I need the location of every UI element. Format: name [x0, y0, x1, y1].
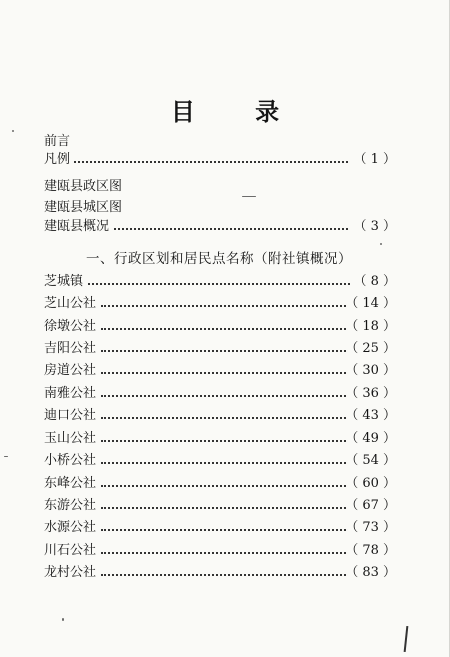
dot-leader: [114, 225, 348, 230]
toc-entry-page: （ 60 ）: [345, 476, 396, 491]
toc-entry: [44, 475, 396, 493]
toc-item-preface: 前言: [44, 134, 71, 149]
toc-entry: [44, 430, 396, 448]
toc-item-district-map: 建瓯县政区图: [44, 179, 123, 194]
dot-leader: [101, 347, 346, 352]
dot-leader: [101, 526, 346, 531]
dot-leader: [101, 302, 346, 307]
scan-speck: [380, 243, 382, 245]
toc-entry-page: （ 18 ）: [345, 319, 396, 334]
dot-leader: [101, 369, 346, 374]
dot-leader: [101, 549, 346, 554]
toc-entry-overview: [44, 218, 396, 236]
toc-entry: [44, 362, 396, 380]
toc-entry: [44, 407, 396, 425]
toc-entry: [44, 318, 396, 336]
dot-leader: [101, 437, 346, 442]
toc-entry-label: 龙村公社: [44, 565, 97, 580]
toc-entry-page: （ 78 ）: [345, 543, 396, 558]
dot-leader: [101, 504, 346, 509]
toc-entry-label: 凡例: [44, 152, 71, 167]
toc-entry-notes: [44, 151, 396, 169]
toc-entry: [44, 564, 396, 582]
toc-entry-page: （ 30 ）: [345, 363, 396, 378]
page-title: 目 录: [170, 97, 306, 126]
toc-entry-page: （ 43 ）: [345, 408, 396, 423]
toc-entry-label: 东游公社: [44, 498, 97, 513]
toc-entry-label: 水源公社: [44, 520, 97, 535]
toc-entry-label: 建瓯县概况: [44, 219, 110, 234]
toc-entry-page: （ 73 ）: [345, 520, 396, 535]
toc-item-city-map: 建瓯县城区图: [44, 200, 123, 215]
dot-leader: [88, 280, 350, 285]
toc-entry-label: 南雅公社: [44, 386, 97, 401]
toc-entry-page: （ 3 ）: [353, 219, 396, 234]
toc-entry: [44, 519, 396, 537]
toc-entry-page: （ 83 ）: [345, 565, 396, 580]
dot-leader: [101, 571, 346, 576]
scan-speck: [62, 618, 64, 621]
toc-entry-page: （ 67 ）: [345, 498, 396, 513]
toc-entry-label: 川石公社: [44, 543, 97, 558]
toc-entry-label: 东峰公社: [44, 476, 97, 491]
toc-entry: [44, 497, 396, 515]
toc-entry-label: 房道公社: [44, 363, 97, 378]
scan-speck: [12, 130, 14, 132]
toc-entry: [44, 340, 396, 358]
toc-entry-label: 小桥公社: [44, 453, 97, 468]
toc-entry-page: （ 49 ）: [345, 431, 396, 446]
toc-entry: [44, 452, 396, 470]
scan-speck: [4, 456, 8, 457]
toc-entry-label: 玉山公社: [44, 431, 97, 446]
toc-entry-page: （ 25 ）: [345, 341, 396, 356]
toc-entry: [44, 542, 396, 560]
toc-entry-label: 芝城镇: [44, 274, 84, 289]
dot-leader: [101, 414, 346, 419]
toc-entry: [44, 295, 396, 313]
toc-entry-label: 迪口公社: [44, 408, 97, 423]
toc-entry-page: （ 8 ）: [353, 274, 396, 289]
section-heading: 一、行政区划和居民点名称（附社镇概况）: [86, 251, 352, 267]
toc-entry-page: （ 36 ）: [345, 386, 396, 401]
dot-leader: [101, 392, 346, 397]
margin-mark: [404, 626, 409, 652]
toc-entry: [44, 273, 396, 291]
dot-leader: [101, 459, 346, 464]
toc-entry-label: 徐墩公社: [44, 319, 97, 334]
scan-speck: [242, 196, 256, 197]
toc-entry-page: （ 54 ）: [345, 453, 396, 468]
toc-entry-page: （ 1 ）: [353, 152, 396, 167]
dot-leader: [101, 325, 346, 330]
dot-leader: [74, 158, 348, 163]
toc-entry-label: 芝山公社: [44, 296, 97, 311]
dot-leader: [101, 482, 346, 487]
toc-entry-page: （ 14 ）: [345, 296, 396, 311]
toc-entry: [44, 385, 396, 403]
toc-entry-label: 吉阳公社: [44, 341, 97, 356]
